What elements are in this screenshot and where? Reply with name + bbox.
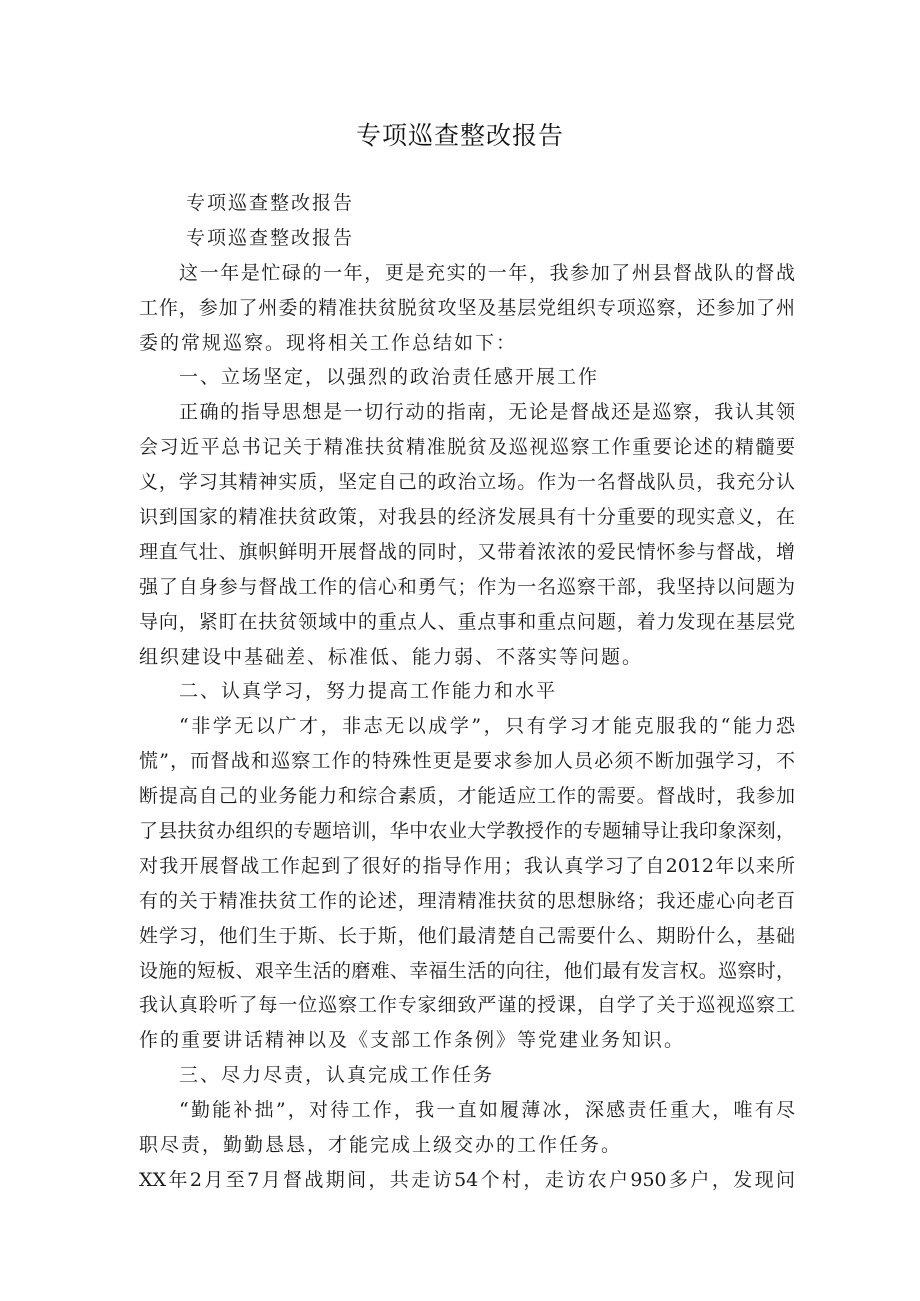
document-body bbox=[139, 186, 795, 1198]
subtitle-line: 专项巡查整改报告 bbox=[186, 226, 355, 249]
paragraph-line: 了县扶贫办组织的专题培训，华中农业大学教授作的专题辅导让我印象深刻， bbox=[139, 820, 795, 843]
paragraph-line: 慌”，而督战和巡察工作的特殊性更是要求参加人员必须不断加强学习，不 bbox=[139, 750, 795, 773]
paragraph-line: 姓学习，他们生于斯、长于斯，他们最清楚自己需要什么、期盼什么，基础 bbox=[139, 924, 795, 947]
paragraph-line: 组织建设中基础差、标准低、能力弱、不落实等问题。 bbox=[139, 645, 644, 668]
paragraph-line: 我认真聆听了每一位巡察工作专家细致严谨的授课，自学了关于巡视巡察工 bbox=[139, 994, 795, 1017]
paragraph-line: XX年2月至7月督战期间，共走访54个村，走访农户950多户，发现问 bbox=[139, 1168, 795, 1191]
document-title: 专项巡查整改报告 bbox=[355, 121, 564, 150]
paragraph-line: 这一年是忙碌的一年，更是充实的一年，我参加了州县督战队的督战 bbox=[179, 261, 795, 284]
paragraph-line: 对我开展督战工作起到了很好的指导作用；我认真学习了自2012年以来所 bbox=[139, 854, 795, 877]
paragraph-line: 识到国家的精准扶贫政策，对我县的经济发展具有十分重要的现实意义，在 bbox=[139, 506, 795, 529]
paragraph-line: 断提高自己的业务能力和综合素质，才能适应工作的需要。督战时，我参加 bbox=[139, 785, 795, 808]
paragraph-line: “勤能补拙”，对待工作，我一直如履薄冰，深感责任重大，唯有尽 bbox=[179, 1099, 795, 1122]
paragraph-line: 工作，参加了州委的精准扶贫脱贫攻坚及基层党组织专项巡察，还参加了州 bbox=[139, 296, 795, 319]
paragraph-line: 强了自身参与督战工作的信心和勇气；作为一名巡察干部，我坚持以问题为 bbox=[139, 575, 795, 598]
paragraph-line: 设施的短板、艰辛生活的磨难、幸福生活的向往，他们最有发言权。巡察时， bbox=[139, 959, 795, 982]
subtitle-line: 专项巡查整改报告 bbox=[186, 192, 355, 214]
paragraph-line: 正确的指导思想是一切行动的指南，无论是督战还是巡察，我认其领 bbox=[179, 401, 795, 424]
section-heading: 二、认真学习，努力提高工作能力和水平 bbox=[179, 680, 558, 703]
paragraph-line: 委的常规巡察。现将相关工作总结如下： bbox=[139, 331, 518, 354]
paragraph-line: 义，学习其精神实质，坚定自己的政治立场。作为一名督战队员，我充分认 bbox=[139, 471, 795, 494]
paragraph-line: 导向，紧盯在扶贫领域中的重点人、重点事和重点问题，着力发现在基层党 bbox=[139, 610, 795, 633]
section-heading: 三、尽力尽责，认真完成工作任务 bbox=[179, 1064, 495, 1087]
paragraph-line: 理直气壮、旗帜鲜明开展督战的同时，又带着浓浓的爱民情怀参与督战，增 bbox=[139, 540, 795, 563]
paragraph-line: “非学无以广才，非志无以成学”，只有学习才能克服我的“能力恐 bbox=[179, 715, 795, 738]
paragraph-line: 会习近平总书记关于精准扶贫精准脱贫及巡视巡察工作重要论述的精髓要 bbox=[139, 436, 795, 459]
paragraph-line: 职尽责，勤勤恳恳，才能完成上级交办的工作任务。 bbox=[139, 1134, 623, 1157]
paragraph-line: 有的关于精准扶贫工作的论述，理清精准扶贫的思想脉络；我还虚心向老百 bbox=[139, 889, 795, 912]
paragraph-line: 作的重要讲话精神以及《支部工作条例》等党建业务知识。 bbox=[139, 1029, 686, 1052]
section-heading: 一、立场坚定，以强烈的政治责任感开展工作 bbox=[179, 366, 600, 389]
